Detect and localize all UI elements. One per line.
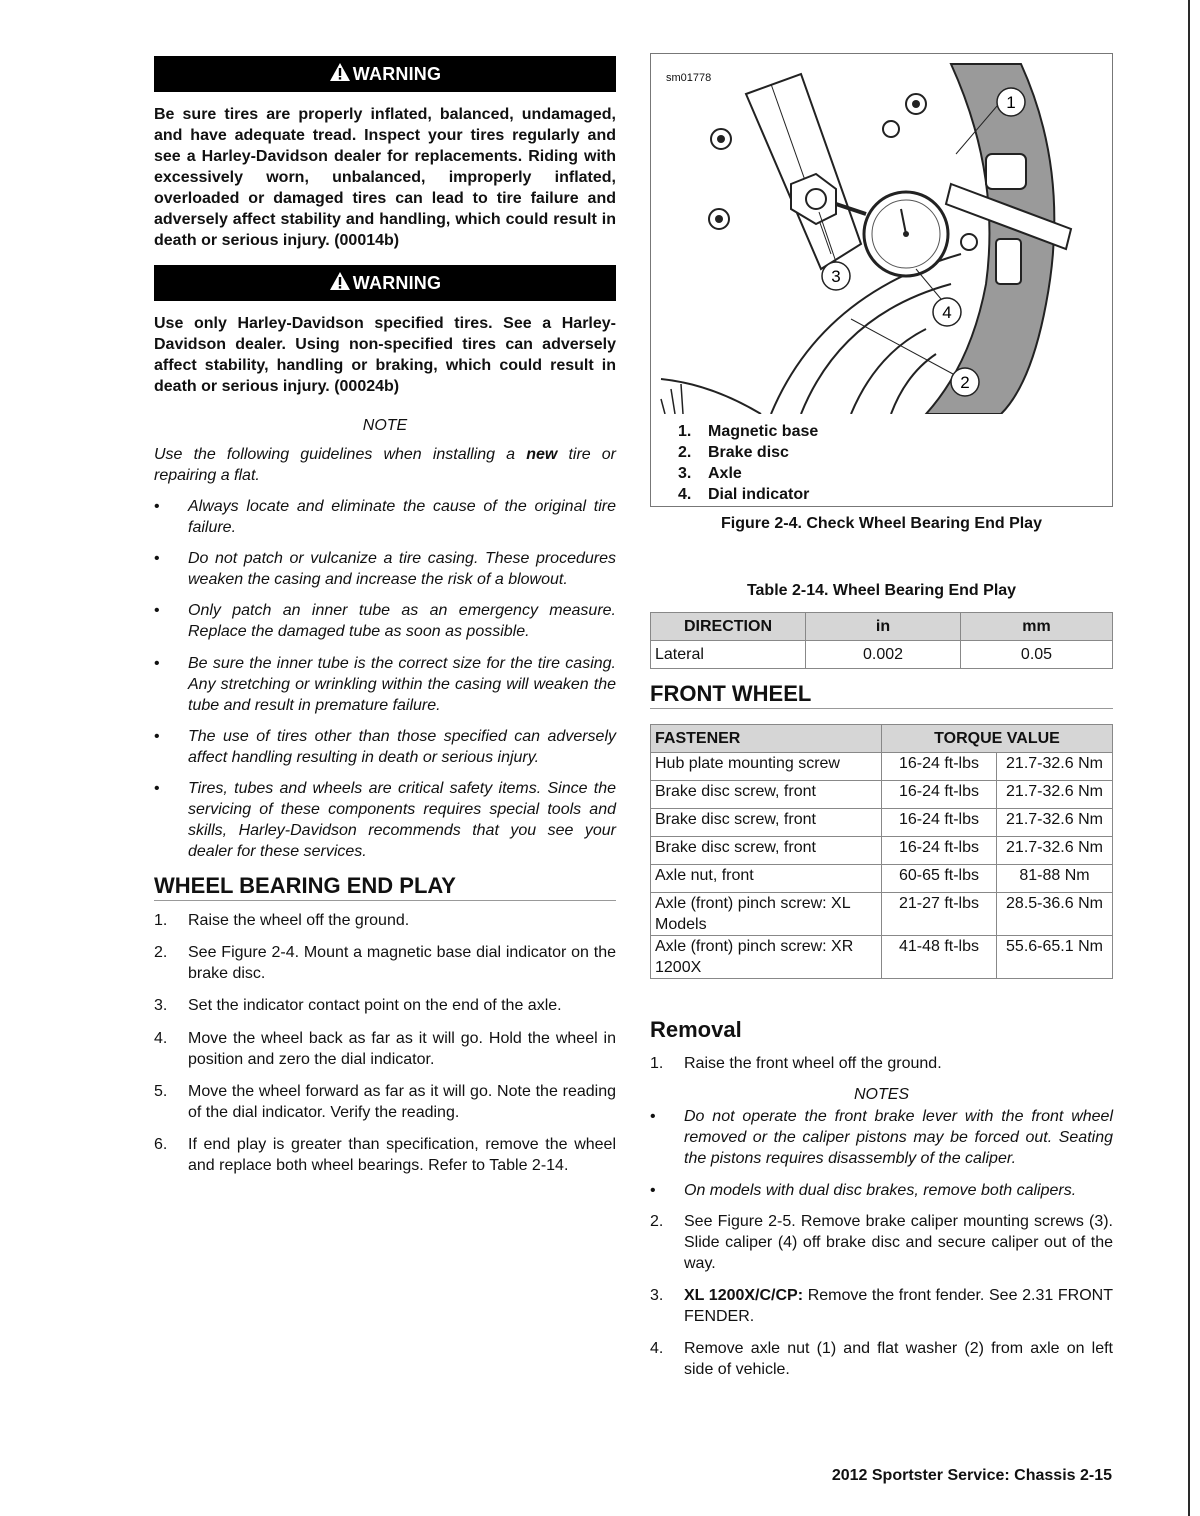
note-bullet bbox=[154, 653, 616, 716]
step-text: Raise the wheel off the ground. bbox=[188, 912, 410, 929]
figure-legend bbox=[678, 421, 818, 505]
step-text: Move the wheel back as far as it will go. Hold the wheel in position and zero the dial indicator. bbox=[188, 1030, 616, 1068]
column-header: TORQUE VALUE bbox=[882, 725, 1113, 753]
table-row bbox=[651, 809, 1113, 837]
table-cell: 60-65 ft-lbs bbox=[882, 865, 997, 893]
table-row bbox=[651, 753, 1113, 781]
note-intro bbox=[154, 444, 616, 486]
step-text: If end play is greater than specification, remove the wheel and replace both wheel bearings. Refer to Table 2-14. bbox=[188, 1136, 616, 1174]
bullet-text: Do not operate the front brake lever with the front wheel removed or the caliper pistons may be forced out. Seating the pistons requires disassembly of the caliper. bbox=[684, 1108, 1113, 1167]
callout-2: 2 bbox=[960, 373, 970, 392]
table-cell: Hub plate mounting screw bbox=[651, 753, 882, 781]
bullet-text: The use of tires other than those specified can adversely affect handling resulting in death or serious injury. bbox=[188, 728, 616, 766]
step-text bbox=[684, 1285, 1113, 1327]
step-number: 4. bbox=[154, 1030, 168, 1047]
bullet-text: Only patch an inner tube as an emergency measure. Replace the damaged tube as soon as possible. bbox=[188, 602, 616, 640]
table-header-row bbox=[651, 613, 1113, 641]
bullet-dot: • bbox=[650, 1182, 656, 1199]
table-row bbox=[651, 781, 1113, 809]
table-row bbox=[651, 837, 1113, 865]
warning-title: WARNING bbox=[352, 63, 442, 84]
step-text: See Figure 2-4. Mount a magnetic base dial indicator on the brake disc. bbox=[188, 944, 616, 982]
legend-item bbox=[678, 442, 818, 463]
table-cell: 21.7-32.6 Nm bbox=[997, 781, 1113, 809]
note-bullet bbox=[154, 600, 616, 642]
bullet-text: Tires, tubes and wheels are critical safety items. Since the servicing of these components requires special tools and skills, Harley-Davidson recommends that you see your dealer for these services. bbox=[188, 780, 616, 860]
table-row bbox=[651, 641, 1113, 669]
callout-4: 4 bbox=[942, 303, 952, 322]
table-cell: 16-24 ft-lbs bbox=[882, 837, 997, 865]
step-text: Raise the front wheel off the ground. bbox=[684, 1055, 942, 1072]
page-footer: 2012 Sportster Service: Chassis 2-15 bbox=[831, 1467, 1112, 1484]
step-text: See Figure 2-5. Remove brake caliper mounting screws (3). Slide caliper (4) off brake disc and secure caliper out of the way. bbox=[684, 1213, 1113, 1272]
torque-table bbox=[650, 724, 1113, 979]
note-title: NOTE bbox=[362, 417, 408, 434]
table-cell: Lateral bbox=[651, 641, 806, 669]
step-number: 3. bbox=[650, 1287, 664, 1304]
wheel-bearing-illustration bbox=[651, 54, 1112, 414]
table-cell: 55.6-65.1 Nm bbox=[997, 936, 1113, 979]
note-intro-after: tire or repairing a flat. bbox=[154, 446, 617, 484]
warning-triangle-icon bbox=[329, 62, 351, 82]
bullet-dot: • bbox=[154, 602, 160, 619]
step-number: 6. bbox=[154, 1136, 168, 1153]
step-text: Set the indicator contact point on the end of the axle. bbox=[188, 997, 562, 1014]
legend-item bbox=[678, 484, 818, 505]
figure-box bbox=[650, 53, 1113, 507]
legend-label: Axle bbox=[708, 465, 742, 482]
legend-item bbox=[678, 463, 818, 484]
note-intro-before: Use the following guidelines when installing a bbox=[154, 446, 527, 463]
table-cell: 16-24 ft-lbs bbox=[882, 809, 997, 837]
table-cell: Brake disc screw, front bbox=[651, 837, 882, 865]
procedure-step bbox=[154, 995, 616, 1016]
note-bullet bbox=[154, 726, 616, 768]
step-text: Remove axle nut (1) and flat washer (2) from axle on left side of vehicle. bbox=[684, 1340, 1113, 1378]
figure-id: sm01778 bbox=[666, 72, 712, 84]
step-text: Move the wheel forward as far as it will go. Note the reading of the dial indicator. Verify the reading. bbox=[188, 1083, 616, 1121]
legend-label: Brake disc bbox=[708, 444, 789, 461]
column-header: mm bbox=[961, 613, 1113, 641]
bullet-text: On models with dual disc brakes, remove both calipers. bbox=[684, 1182, 1077, 1199]
table-cell: 16-24 ft-lbs bbox=[882, 753, 997, 781]
legend-number: 4. bbox=[678, 486, 692, 503]
bullet-text: Be sure the inner tube is the correct size for the tire casing. Any stretching or wrinkling within the casing will weaken the tube and result in premature failure. bbox=[188, 655, 616, 714]
procedure-step bbox=[650, 1053, 1113, 1074]
table-cell: 21.7-32.6 Nm bbox=[997, 809, 1113, 837]
table-cell: 21.7-32.6 Nm bbox=[997, 753, 1113, 781]
procedure-step bbox=[154, 1081, 616, 1123]
procedure-step bbox=[154, 1134, 616, 1176]
table-cell: Brake disc screw, front bbox=[651, 809, 882, 837]
figure-caption: Figure 2-4. Check Wheel Bearing End Play bbox=[721, 515, 1042, 532]
column-header: FASTENER bbox=[651, 725, 882, 753]
table-row bbox=[651, 893, 1113, 936]
bullet-dot: • bbox=[650, 1108, 656, 1125]
bullet-dot: • bbox=[154, 550, 160, 567]
model-label: XL 1200X/C/CP: bbox=[684, 1287, 804, 1304]
table-cell: 16-24 ft-lbs bbox=[882, 781, 997, 809]
notes-title: NOTES bbox=[853, 1086, 910, 1103]
bullet-dot: • bbox=[154, 728, 160, 745]
bullet-text: Always locate and eliminate the cause of the original tire failure. bbox=[188, 498, 616, 536]
table-cell: 21-27 ft-lbs bbox=[882, 893, 997, 936]
warning-text: Use only Harley-Davidson specified tires. See a Harley-Davidson dealer. Using non-specified tires can adversely affect stability, handling or braking, which could result in death or serious injury. (00024b) bbox=[154, 315, 616, 395]
step-number: 5. bbox=[154, 1083, 168, 1100]
table-cell: 21.7-32.6 Nm bbox=[997, 837, 1113, 865]
table-cell: 0.05 bbox=[961, 641, 1113, 669]
subsection-heading: Removal bbox=[650, 1017, 742, 1042]
procedure-step bbox=[154, 1028, 616, 1070]
note-bullet bbox=[650, 1106, 1113, 1169]
column-header: DIRECTION bbox=[651, 613, 806, 641]
note-bullet bbox=[154, 496, 616, 538]
page-edge-line bbox=[1188, 0, 1190, 1516]
table-cell: 0.002 bbox=[806, 641, 961, 669]
procedure-step bbox=[650, 1211, 1113, 1274]
table-row bbox=[651, 865, 1113, 893]
table-cell: 28.5-36.6 Nm bbox=[997, 893, 1113, 936]
legend-label: Dial indicator bbox=[708, 486, 810, 503]
legend-label: Magnetic base bbox=[708, 423, 819, 440]
warning-text: Be sure tires are properly inflated, balanced, undamaged, and have adequate tread. Inspect your tires regularly and see a Harley-Davidson dealer for replacements. Riding with excessively worn, unbalanced, improperly inflated, overloaded or damaged tires can lead to tire failure and adversely affect stability and handling, which could result in death or serious injury. (00014b) bbox=[154, 106, 616, 249]
legend-number: 3. bbox=[678, 465, 692, 482]
warning-banner bbox=[154, 56, 616, 92]
step-number: 2. bbox=[154, 944, 168, 961]
section-heading: FRONT WHEEL bbox=[650, 681, 1113, 709]
table-caption: Table 2-14. Wheel Bearing End Play bbox=[746, 582, 1017, 599]
procedure-step bbox=[154, 910, 616, 931]
section-heading: WHEEL BEARING END PLAY bbox=[154, 873, 616, 901]
callout-3: 3 bbox=[831, 267, 841, 286]
end-play-table bbox=[650, 612, 1113, 669]
note-bullet bbox=[154, 548, 616, 590]
step-number: 1. bbox=[154, 912, 168, 929]
procedure-step bbox=[650, 1285, 1113, 1327]
table-header-row bbox=[651, 725, 1113, 753]
table-cell: Brake disc screw, front bbox=[651, 781, 882, 809]
bullet-dot: • bbox=[154, 655, 160, 672]
procedure-step bbox=[650, 1338, 1113, 1380]
table-cell: 41-48 ft-lbs bbox=[882, 936, 997, 979]
note-bullet bbox=[650, 1180, 1113, 1201]
step-number: 3. bbox=[154, 997, 168, 1014]
note-intro-emphasis: new bbox=[526, 446, 558, 463]
table-row bbox=[651, 936, 1113, 979]
table-cell: 81-88 Nm bbox=[997, 865, 1113, 893]
callout-1: 1 bbox=[1006, 93, 1016, 112]
bullet-dot: • bbox=[154, 780, 160, 797]
step-number: 2. bbox=[650, 1213, 664, 1230]
bullet-text: Do not patch or vulcanize a tire casing. These procedures weaken the casing and increase the risk of a blowout. bbox=[188, 550, 616, 588]
warning-banner bbox=[154, 265, 616, 301]
legend-number: 2. bbox=[678, 444, 692, 461]
legend-number: 1. bbox=[678, 423, 692, 440]
warning-title: WARNING bbox=[352, 272, 442, 293]
step-number: 1. bbox=[650, 1055, 664, 1072]
step-number: 4. bbox=[650, 1340, 664, 1357]
warning-triangle-icon bbox=[329, 271, 351, 291]
legend-item bbox=[678, 421, 818, 442]
bullet-dot: • bbox=[154, 498, 160, 515]
table-cell: Axle (front) pinch screw: XR 1200X bbox=[651, 936, 882, 979]
table-cell: Axle nut, front bbox=[651, 865, 882, 893]
column-header: in bbox=[806, 613, 961, 641]
table-cell: Axle (front) pinch screw: XL Models bbox=[651, 893, 882, 936]
step-text-rest: Remove the front fender. See 2.31 FRONT FENDER. bbox=[684, 1287, 1113, 1325]
procedure-step bbox=[154, 942, 616, 984]
note-bullet bbox=[154, 778, 616, 862]
